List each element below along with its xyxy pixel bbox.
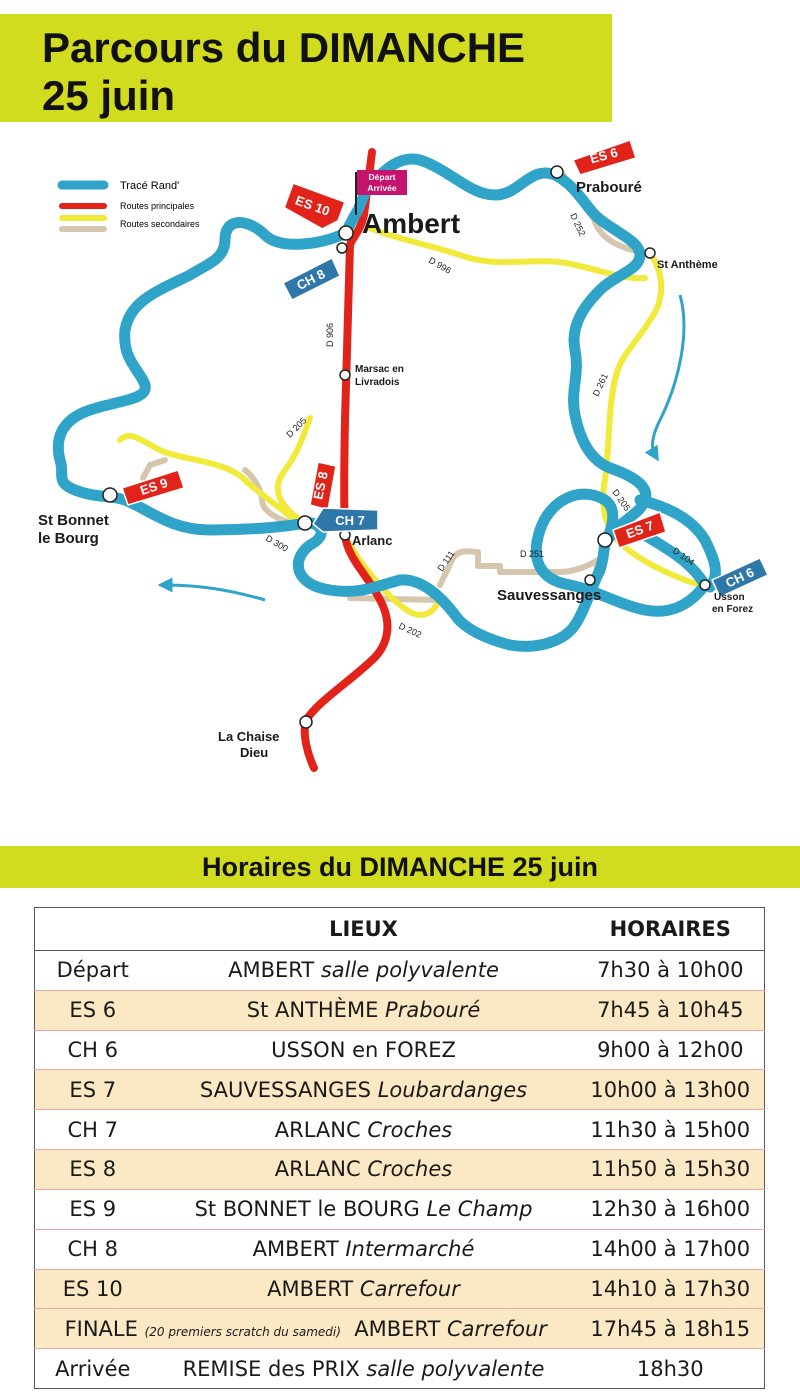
svg-text:ES 10: ES 10: [293, 192, 332, 219]
marker-ch7: [313, 508, 378, 532]
table-row-arrivee: [35, 1349, 765, 1389]
svg-text:ES 6: ES 6: [588, 144, 620, 167]
svg-text:ES 8: ES 8: [310, 470, 331, 501]
row-code: ES 6: [35, 990, 151, 1030]
row-place: AMBERT Intermarché: [151, 1229, 577, 1269]
town-st-bonnet-2: le Bourg: [38, 530, 99, 547]
town-st-bonnet-1: St Bonnet: [38, 512, 109, 529]
svg-text:ES 7: ES 7: [624, 517, 656, 542]
row-time: 7h30 à 10h00: [577, 951, 765, 991]
town-arlanc: Arlanc: [352, 533, 393, 548]
road-d300: D 300: [264, 533, 290, 554]
page-title-line2: 25 juin: [42, 72, 176, 119]
row-code: ES 10: [35, 1269, 151, 1309]
header-code: [35, 908, 151, 951]
road-d104: D 104: [670, 545, 697, 568]
town-dots: [103, 166, 710, 728]
legend-label-secondary: Routes secondaires: [120, 219, 200, 229]
town-usson-2: en Forez: [712, 604, 754, 615]
row-place: AMBERT Carrefour: [151, 1269, 577, 1309]
row-time: 11h30 à 15h00: [577, 1110, 765, 1150]
row-time: 17h45 à 18h15: [577, 1309, 765, 1349]
svg-text:CH 7: CH 7: [335, 513, 365, 528]
svg-text:CH 6: CH 6: [723, 564, 757, 591]
svg-text:ES 9: ES 9: [138, 475, 170, 499]
row-place: USSON en FOREZ: [151, 1030, 577, 1070]
table-row: [35, 1150, 765, 1190]
row-code: CH 8: [35, 1229, 151, 1269]
table-row: [35, 990, 765, 1030]
table-header-row: [35, 908, 765, 951]
route-map: [0, 130, 800, 830]
row-time: 10h00 à 13h00: [577, 1070, 765, 1110]
row-time: 14h00 à 17h00: [577, 1229, 765, 1269]
marker-es6: [573, 140, 636, 175]
page-title-line1: Parcours du DIMANCHE: [42, 24, 526, 71]
map-legend: [62, 180, 200, 229]
direction-arrow-west: [165, 585, 265, 600]
row-code: Départ: [35, 951, 151, 991]
road-d205-west: D 205: [284, 415, 309, 440]
row-code: Arrivée: [35, 1349, 151, 1389]
row-code: ES 7: [35, 1070, 151, 1110]
depart-label: Départ: [368, 172, 396, 182]
row-time: 9h00 à 12h00: [577, 1030, 765, 1070]
table-row: [35, 951, 765, 991]
town-usson-1: Usson: [714, 592, 745, 603]
town-praboure: Prabouré: [576, 179, 642, 196]
row-time: 11h50 à 15h30: [577, 1150, 765, 1190]
table-row: [35, 1110, 765, 1150]
schedule-table: [34, 907, 765, 1389]
row-code: CH 6: [35, 1030, 151, 1070]
road-d251: D 251: [520, 549, 545, 559]
row-time: 18h30: [577, 1349, 765, 1389]
arrivee-label: Arrivée: [367, 183, 397, 193]
finale-note: (20 premiers scratch du samedi): [144, 1324, 341, 1339]
town-chaise-dieu-1: La Chaise: [218, 729, 280, 744]
road-d906: D 906: [325, 322, 335, 348]
road-d111: D 111: [435, 548, 457, 574]
road-d252: D 252: [568, 211, 588, 238]
direction-arrow-east: [653, 295, 684, 455]
row-place: St BONNET le BOURG Le Champ: [151, 1189, 577, 1229]
town-st-antheme: St Anthème: [657, 259, 718, 271]
marker-ch8: [283, 258, 340, 300]
marker-es8: [310, 462, 336, 510]
table-row: [35, 1229, 765, 1269]
town-chaise-dieu-2: Dieu: [240, 745, 269, 760]
row-time: 7h45 à 10h45: [577, 990, 765, 1030]
road-d996: D 996: [427, 255, 453, 276]
row-time: 12h30 à 16h00: [577, 1189, 765, 1229]
row-place: REMISE des PRIX salle polyvalente: [151, 1349, 577, 1389]
marker-es10: [282, 183, 345, 233]
row-place: SAUVESSANGES Loubardanges: [151, 1070, 577, 1110]
row-finale-code-place: FINALE (20 premiers scratch du samedi) AMBERT Carrefour: [35, 1309, 577, 1349]
title-banner: [0, 14, 612, 122]
row-place: ARLANC Croches: [151, 1150, 577, 1190]
town-marsac-2: Livradois: [355, 377, 400, 388]
schedule-heading: Horaires du DIMANCHE 25 juin: [0, 846, 800, 888]
road-d202: D 202: [397, 620, 424, 640]
row-code: CH 7: [35, 1110, 151, 1150]
legend-label-main: Routes principales: [120, 201, 195, 211]
legend-label-rand: Tracé Rand': [120, 180, 180, 192]
row-place: St ANTHÈME Prabouré: [151, 990, 577, 1030]
header-lieux: LIEUX: [151, 908, 577, 951]
row-place: AMBERT salle polyvalente: [151, 951, 577, 991]
marker-es9: [122, 470, 184, 505]
secondary-roads: [120, 228, 705, 615]
header-horaires: HORAIRES: [577, 908, 765, 951]
row-code: ES 8: [35, 1150, 151, 1190]
road-d261: D 261: [590, 371, 610, 398]
row-time: 14h10 à 17h30: [577, 1269, 765, 1309]
table-row: [35, 1070, 765, 1110]
svg-text:CH 8: CH 8: [294, 266, 328, 293]
table-row-finale: [35, 1309, 765, 1349]
town-ambert: Ambert: [362, 208, 461, 239]
table-row: [35, 1269, 765, 1309]
row-code: ES 9: [35, 1189, 151, 1229]
row-place: ARLANC Croches: [151, 1110, 577, 1150]
road-d205-east: D 205: [610, 487, 633, 513]
table-row: [35, 1030, 765, 1070]
town-sauvessanges: Sauvessanges: [497, 587, 602, 604]
town-marsac-1: Marsac en: [355, 364, 404, 375]
table-row: [35, 1189, 765, 1229]
